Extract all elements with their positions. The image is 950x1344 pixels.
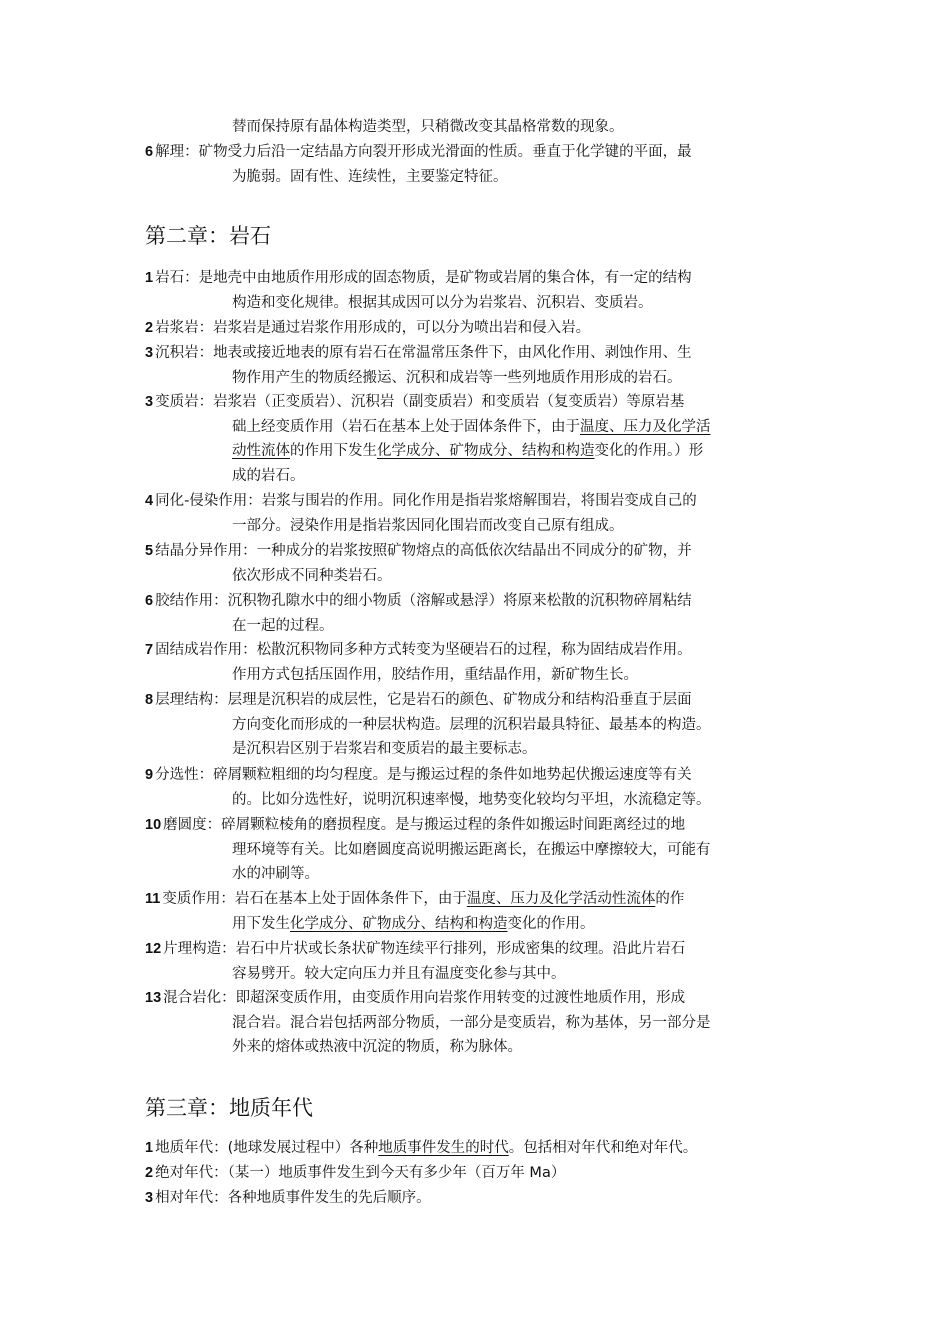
text-line: 的。比如分选性好，说明沉积速率慢，地势变化较均匀平坦，水流稳定等。 <box>232 791 711 808</box>
text-line: 构造和变化规律。根据其成因可以分为岩浆岩、沉积岩、变质岩。 <box>232 294 653 311</box>
ch2-item-10 <box>145 813 810 887</box>
text-segment: 础上经变质作用（岩石在基本上处于固体条件下，由于 <box>232 418 580 435</box>
text-line: 绝对年代：（某一）地质事件发生到今天有多少年（百万年 Ma） <box>155 1165 566 1181</box>
text-line: 层理结构：层理是沉积岩的成层性，它是岩石的颜色、矿物成分和结构沿垂直于层面 <box>155 692 692 708</box>
ch1-item5-continuation <box>145 115 810 140</box>
text-line: 理环境等有关。比如磨圆度高说明搬运距离长，在搬运中摩擦较大，可能有 <box>232 841 711 858</box>
item-number: 1 <box>145 1140 154 1156</box>
item-number: 7 <box>145 642 154 658</box>
item-number: 6 <box>145 593 154 609</box>
text-line: 物作用产生的物质经搬运、沉积和成岩等一些列地质作用形成的岩石。 <box>232 369 682 386</box>
item-number: 4 <box>145 493 154 509</box>
text-line: 变质岩：岩浆岩（正变质岩）、沉积岩（副变质岩）和变质岩（复变质岩）等原岩基 <box>155 394 685 410</box>
ch2-item-4 <box>145 489 810 538</box>
text-line: 作用方式包括压固作用，胶结作用，重结晶作用，新矿物生长。 <box>232 666 638 683</box>
ch2-item-1 <box>145 266 810 315</box>
text-line: 外来的熔体或热液中沉淀的物质，称为脉体。 <box>232 1039 522 1055</box>
ch1-item6 <box>145 140 810 189</box>
item-number: 5 <box>145 543 154 559</box>
ch2-item-8 <box>145 688 810 762</box>
text-line: 固结成岩作用：松散沉积物同多种方式转变为坚硬岩石的过程，称为固结成岩作用。 <box>155 642 692 658</box>
ch2-item-13 <box>145 986 810 1060</box>
ch2-item-9 <box>145 763 810 812</box>
ch2-item-3b-metamorphic-rock <box>145 390 810 488</box>
text-line: 分选性：碎屑颗粒粗细的均匀程度。是与搬运过程的条件如地势起伏搬运速度等有关 <box>155 767 692 783</box>
item-number: 11 <box>145 891 161 907</box>
text-line: 沉积岩：地表或接近地表的原有岩石在常温常压条件下，由风化作用、剥蚀作用、生 <box>155 345 692 361</box>
text-line: 是沉积岩区别于岩浆岩和变质岩的最主要标志。 <box>232 741 537 757</box>
text-line: 为脆弱。固有性、连续性，主要鉴定特征。 <box>232 168 508 185</box>
text-line: 混合岩化：即超深变质作用，由变质作用向岩浆作用转变的过渡性地质作用，形成 <box>163 990 686 1006</box>
item-number: 13 <box>145 990 162 1006</box>
text-segment: 的作 <box>655 891 685 907</box>
underlined-text: 化学成分、矿物成分、结构和构造 <box>290 915 508 932</box>
text-line: 成的岩石。 <box>232 467 305 484</box>
text-segment: 地质年代：(地球发展过程中）各种 <box>155 1140 379 1156</box>
text-line: 片理构造：岩石中片状或长条状矿物连续平行排列，形成密集的纹理。沿此片岩石 <box>163 941 686 957</box>
text-line: 同化-侵染作用：岩浆与围岩的作用。同化作用是指岩浆熔解围岩，将围岩变成自己的 <box>155 493 697 509</box>
underlined-text: 化学成分、矿物成分、结构和构造 <box>377 443 595 459</box>
text-segment: 。包括相对年代和绝对年代。 <box>508 1140 698 1156</box>
text-line: 在一起的过程。 <box>232 617 334 634</box>
underlined-text: 动性流体 <box>232 443 290 459</box>
text-line: 岩石：是地壳中由地质作用形成的固态物质，是矿物或岩屑的集合体，有一定的结构 <box>155 270 692 286</box>
item-number: 12 <box>145 941 162 957</box>
ch2-item-5 <box>145 539 810 588</box>
item-number: 2 <box>145 1165 154 1181</box>
text-line: 磨圆度：碎屑颗粒棱角的磨损程度。是与搬运过程的条件如搬运时间距离经过的地 <box>163 817 686 833</box>
underlined-text: 温度、压力及化学活 <box>580 418 711 435</box>
ch3-item-2 <box>145 1161 810 1186</box>
text-line: 依次形成不同种类岩石。 <box>232 567 392 584</box>
item-number: 9 <box>145 767 154 783</box>
underlined-text: 温度、压力及化学活动性流体 <box>466 891 656 907</box>
ch2-item-6 <box>145 589 810 638</box>
text-segment: 用下发生 <box>232 915 290 932</box>
item-number: 3 <box>145 1190 154 1206</box>
text-segment: 的作用下发生 <box>290 443 377 459</box>
text-segment: 变化的作用。 <box>507 915 595 932</box>
text-line: 混合岩。混合岩包括两部分物质，一部分是变质岩，称为基体，另一部分是 <box>232 1014 711 1031</box>
chapter3-title: 第三章：地质年代 <box>145 1096 313 1120</box>
text-line: 容易劈开。较大定向压力并且有温度变化参与其中。 <box>232 965 566 982</box>
text-segment: 变化的作用。）形 <box>594 443 704 459</box>
item-number: 6 <box>145 144 154 160</box>
chapter2-title: 第二章：岩石 <box>145 224 271 248</box>
text-line: 结晶分异作用：一种成分的岩浆按照矿物熔点的高低依次结晶出不同成分的矿物，并 <box>155 543 692 559</box>
ch2-item-2 <box>145 316 810 341</box>
text-line: 替而保持原有晶体构造类型，只稍微改变其晶格常数的现象。 <box>232 119 624 135</box>
ch3-item-3 <box>145 1186 810 1211</box>
item-number: 8 <box>145 692 154 708</box>
text-line: 一部分。浸染作用是指岩浆因同化围岩而改变自己原有组成。 <box>232 517 624 534</box>
item-number: 1 <box>145 270 154 286</box>
text-line: 水的冲刷等。 <box>232 866 319 882</box>
ch2-item-11 <box>145 887 810 936</box>
item-number: 3 <box>145 345 154 361</box>
ch2-item-12 <box>145 937 810 986</box>
text-line: 方向变化而形成的一种层状构造。层理的沉积岩最具特征、最基本的构造。 <box>232 716 711 733</box>
text-line: 相对年代：各种地质事件发生的先后顺序。 <box>155 1190 431 1206</box>
text-line: 解理：矿物受力后沿一定结晶方向裂开形成光滑面的性质。垂直于化学键的平面，最 <box>155 144 692 160</box>
item-number: 3 <box>145 394 154 410</box>
text-line: 岩浆岩：岩浆岩是通过岩浆作用形成的，可以分为喷出岩和侵入岩。 <box>155 320 591 336</box>
text-line: 胶结作用：沉积物孔隙水中的细小物质（溶解或悬浮）将原来松散的沉积物碎屑粘结 <box>155 593 692 609</box>
ch2-item-7 <box>145 638 810 687</box>
text-segment: 变质作用：岩石在基本上处于固体条件下，由于 <box>162 891 467 907</box>
underlined-text: 地质事件发生的时代 <box>378 1140 509 1156</box>
item-number: 2 <box>145 320 154 336</box>
ch3-item-1 <box>145 1136 810 1161</box>
ch2-item-3 <box>145 341 810 390</box>
item-number: 10 <box>145 817 162 833</box>
